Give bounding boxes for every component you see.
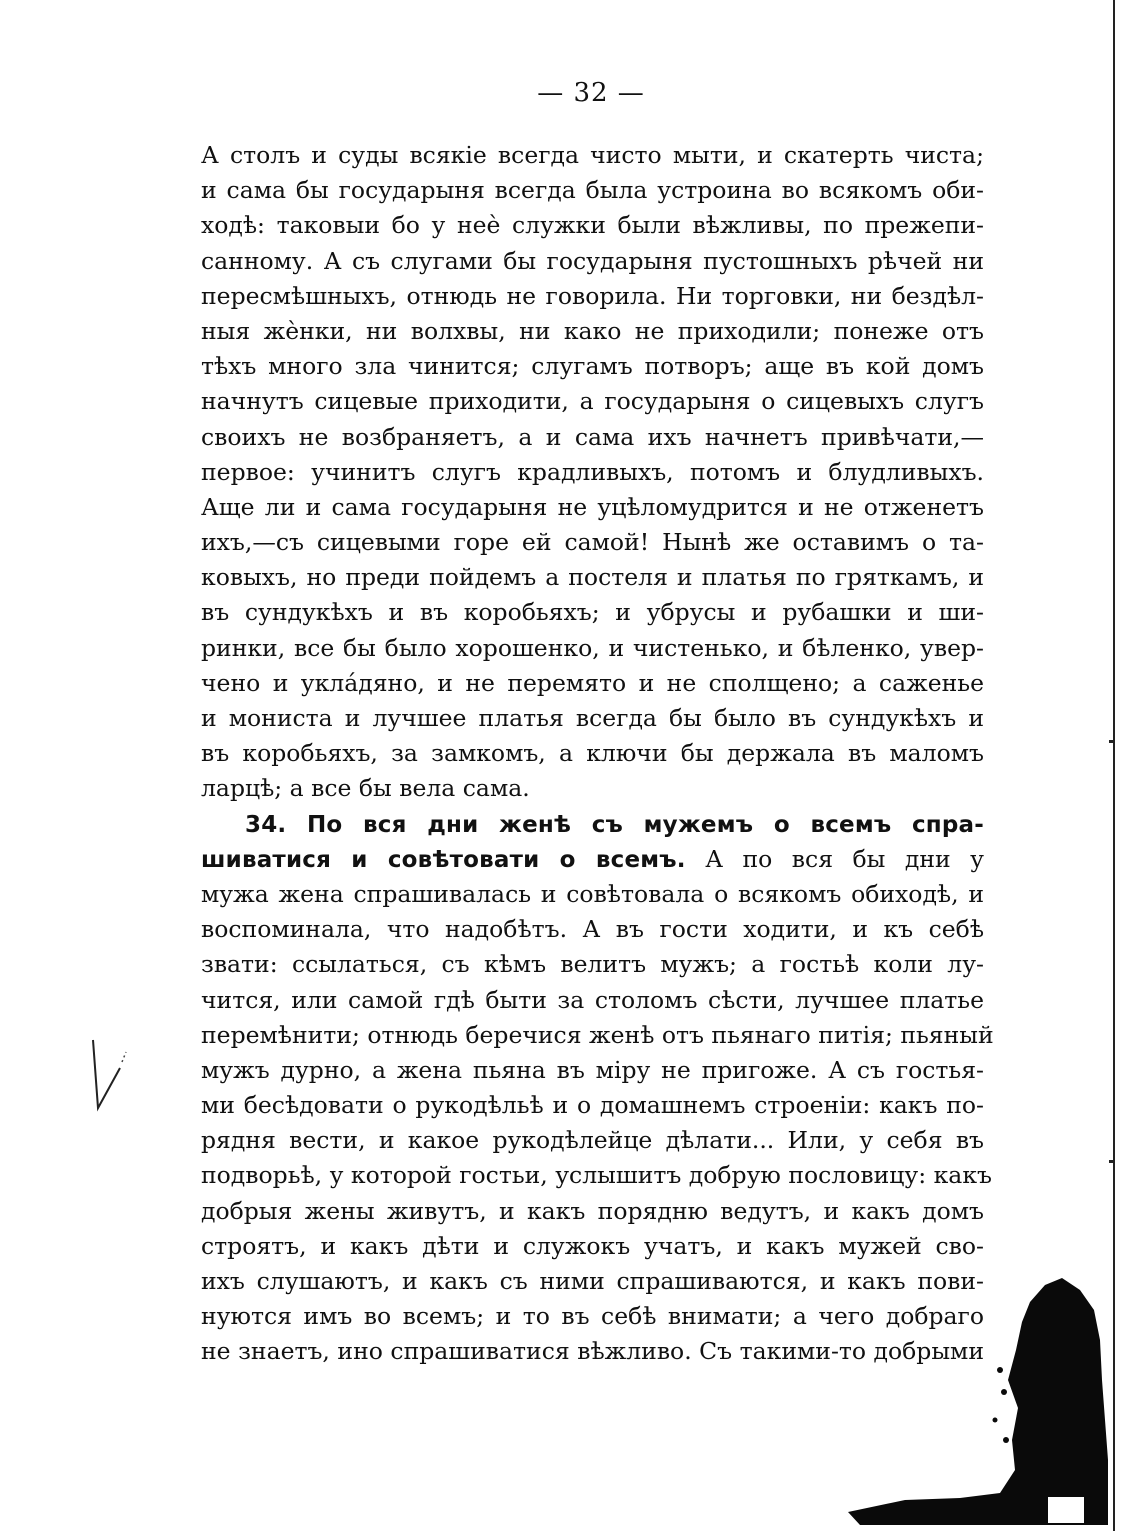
section-34-line-8: рядня вести, и какое рукодѣлейце дѣлати... Или, у себя въ	[201, 1126, 984, 1155]
page-number: — 32 —	[537, 78, 645, 108]
section-33-line-18: въ коробьяхъ, за замкомъ, а ключи бы держала въ маломъ	[201, 739, 984, 768]
section-33-line-8: начнутъ сицевые приходити, а государыня о сицевыхъ слугъ	[201, 387, 984, 416]
section-33-line-1: А столъ и суды всякіе всегда чисто мыти, и скатерть чиста;	[201, 141, 984, 169]
section-34-line-13: нуются имъ во всемъ; и то въ себѣ внимати; а чего добраго	[201, 1302, 984, 1331]
section-33-line-19: ларцѣ; а все бы вела сама.	[201, 774, 530, 803]
section-33-line-11: Аще ли и сама государыня не уцѣломудрится и не отженетъ	[201, 492, 984, 521]
section-34-line-14: не знаетъ, ино спрашиватися вѣжливо. Съ такими-то добрыми	[201, 1337, 984, 1366]
section-33-line-4: санному. А съ слугами бы государыня пустошныхъ рѣчей ни	[201, 246, 984, 275]
section-34-line-7: ми бесѣдовати о рукодѣльѣ и о домашнемъ строеніи: какъ по-	[201, 1091, 984, 1120]
section-34-line-9: подворьѣ, у которой гостьи, услышитъ добрую пословицу: какъ	[201, 1161, 992, 1190]
section-33-line-13: ковыхъ, но преди пойдемъ а постеля и платья по гряткамъ, и	[201, 563, 984, 592]
section-33-line-2: и сама бы государыня всегда была устроина во всякомъ оби-	[201, 176, 984, 205]
section-34-line-5: перемѣнити; отнюдь беречися женѣ отъ пьянаго питія; пьяный	[201, 1020, 994, 1049]
section-34-line-10: добрыя жены живутъ, и какъ порядню ведутъ, и какъ домъ	[201, 1196, 984, 1225]
section-34-line-2: воспоминала, что надобѣтъ. А въ гости ходити, и къ себѣ	[201, 915, 984, 944]
section-34-line-12: ихъ слушаютъ, и какъ съ ними спрашиваются, и какъ пови-	[201, 1267, 984, 1295]
section-34-line-1: мужа жена спрашивалась и совѣтовала о всякомъ обиходѣ, и	[201, 879, 984, 908]
section-33-line-5: пересмѣшныхъ, отнюдь не говорила. Ни торговки, ни бездѣл-	[201, 281, 984, 310]
section-33-line-17: и мониста и лучшее платья всегда бы было въ сундукѣхъ и	[201, 704, 984, 732]
section-34-line-4: чится, или самой гдѣ быти за столомъ сѣсти, лучшее платье	[201, 985, 984, 1014]
section-34-line-3: звати: ссылаться, съ кѣмъ велитъ мужъ; а гостьѣ коли лу-	[201, 950, 984, 979]
section-34-heading-continued: шиватися и совѣтовати о всемъ.	[201, 846, 686, 873]
section-33-line-15: ринки, все бы было хорошенко, и чистенько, и бѣленко, увер-	[201, 633, 984, 662]
section-33-line-9: своихъ не возбраняетъ, а и сама ихъ начнетъ привѣчати,—	[201, 422, 984, 451]
section-34-line-11: строятъ, и какъ дѣти и служокъ учатъ, и какъ мужей сво-	[201, 1231, 984, 1260]
section-33-line-10: первое: учинитъ слугъ крадливыхъ, потомъ и блудливыхъ.	[201, 457, 984, 486]
section-33-line-12: ихъ,—съ сицевыми горе ей самой! Нынѣ же оставимъ о та-	[201, 528, 984, 557]
section-33-line-7: тѣхъ много зла чинится; слугамъ потворъ; аще въ кой домъ	[201, 352, 984, 381]
section-33-line-6: ныя жѐнки, ни волхвы, ни како не приходили; понеже отъ	[201, 316, 984, 345]
section-34-first-words: А по вся бы дни у	[685, 844, 984, 873]
section-33-line-16: чено и уклáдяно, и не перемято и не сполщено; а саженье	[201, 668, 984, 697]
section-33-line-3: ходѣ: таковыи бо у неѐ служки были вѣжливы, по прежепи-	[201, 211, 984, 240]
section-34-heading: 34. По вся дни женѣ съ мужемъ о всемъ спра-	[245, 811, 984, 838]
section-33-line-14: въ сундукѣхъ и въ коробьяхъ; и убрусы и рубашки и ши-	[201, 598, 984, 627]
section-34-line-6: мужъ дурно, а жена пьяна въ міру не пригоже. А съ гостья-	[201, 1055, 984, 1084]
